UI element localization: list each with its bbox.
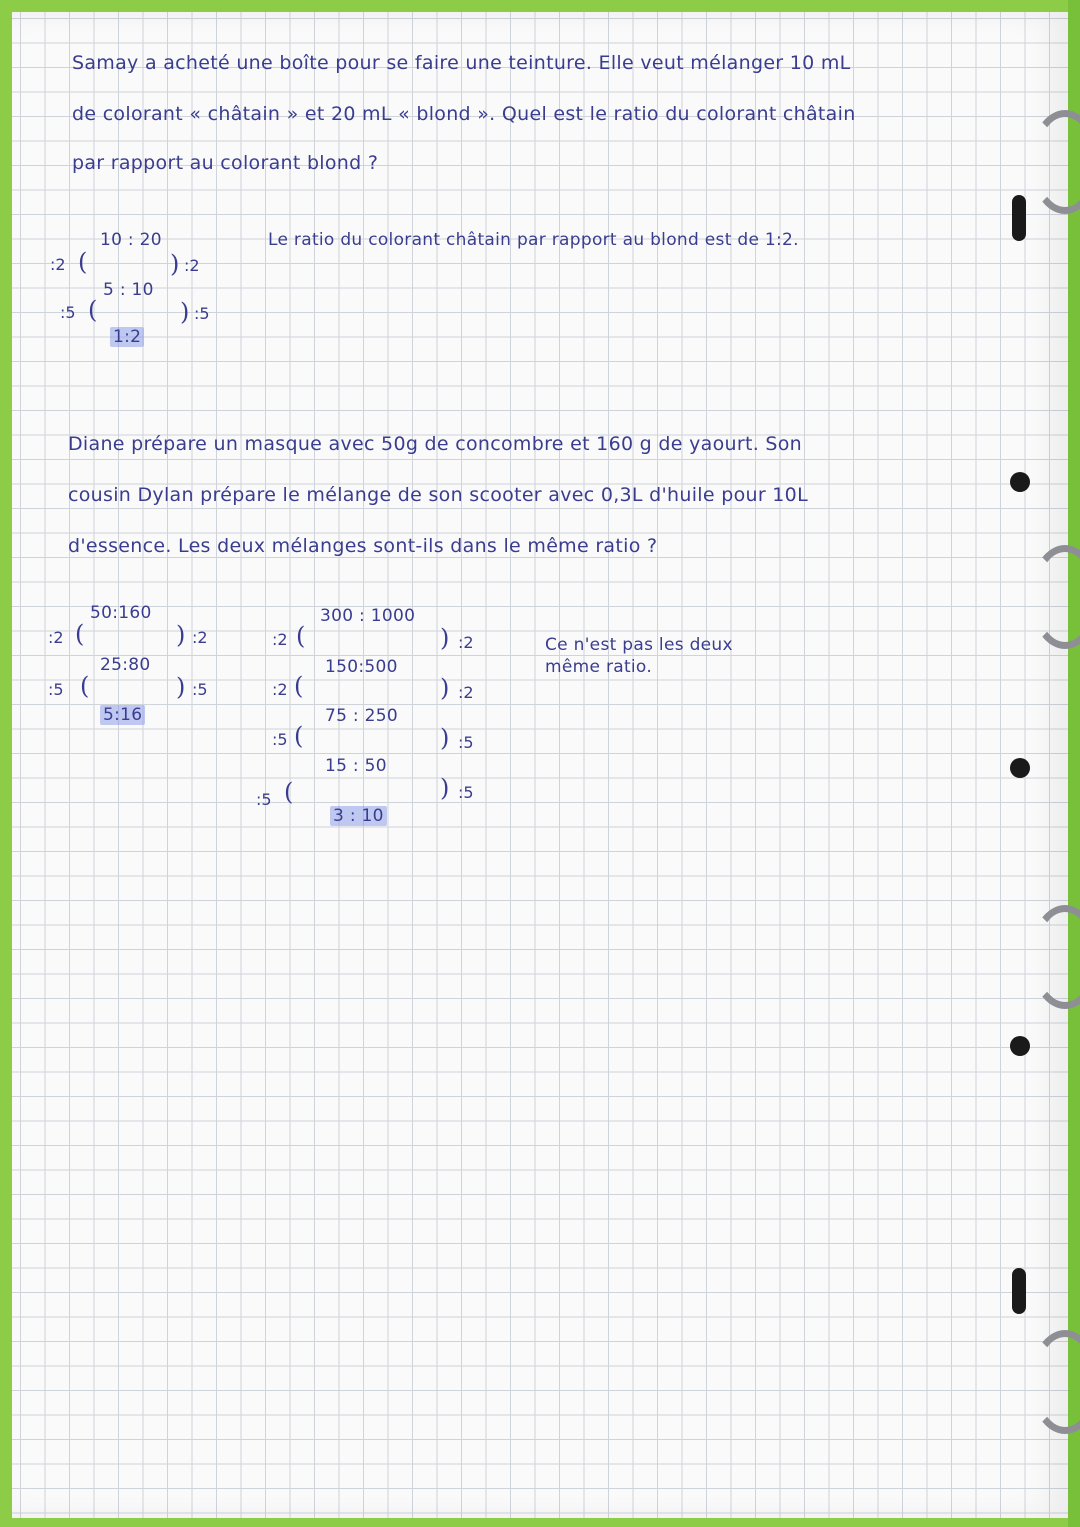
p2-conclusion-line2: même ratio. bbox=[545, 657, 653, 677]
p1-op-right-1: :2 bbox=[184, 256, 200, 275]
problem1-line1: Samay a acheté une boîte pour se faire une teinture. Elle veut mélanger 10 mL bbox=[72, 52, 851, 74]
binder-slot bbox=[1012, 1268, 1026, 1314]
brace: ( bbox=[294, 672, 304, 700]
binder-hole bbox=[1010, 472, 1030, 492]
p2-left-op-right-2: :5 bbox=[192, 680, 208, 699]
p2-right-op-right-1: :2 bbox=[458, 633, 474, 652]
brace: ( bbox=[296, 622, 306, 650]
problem2-line2: cousin Dylan prépare le mélange de son scooter avec 0,3L d'huile pour 10L bbox=[68, 484, 808, 506]
brace: ) bbox=[440, 774, 450, 802]
p1-step-result: 1:2 bbox=[110, 327, 144, 347]
brace: ( bbox=[75, 620, 85, 648]
p2-left-step-result: 5:16 bbox=[100, 705, 145, 725]
p2-right-op-left-1: :2 bbox=[272, 630, 288, 649]
problem1-line3: par rapport au colorant blond ? bbox=[72, 152, 379, 174]
brace: ) bbox=[176, 621, 186, 649]
p2-left-op-right-1: :2 bbox=[192, 628, 208, 647]
p2-right-op-right-4: :5 bbox=[458, 783, 474, 802]
p1-step-1: 10 : 20 bbox=[100, 230, 162, 250]
p2-right-step-3: 75 : 250 bbox=[325, 706, 399, 726]
p2-left-step-1: 50:160 bbox=[90, 603, 152, 623]
problem1-line2: de colorant « châtain » et 20 mL « blond ». Quel est le ratio du colorant châtain bbox=[72, 103, 856, 125]
p1-op-right-2: :5 bbox=[194, 304, 210, 323]
brace: ) bbox=[440, 674, 450, 702]
binder-slot bbox=[1012, 195, 1026, 241]
brace: ( bbox=[88, 296, 98, 324]
green-border bbox=[1068, 0, 1080, 1527]
p2-right-op-right-3: :5 bbox=[458, 733, 474, 752]
brace: ( bbox=[294, 722, 304, 750]
problem2-line3: d'essence. Les deux mélanges sont-ils dans le même ratio ? bbox=[68, 535, 658, 557]
p2-right-op-left-3: :5 bbox=[272, 730, 288, 749]
p2-right-op-left-4: :5 bbox=[256, 790, 272, 809]
p2-left-op-left-1: :2 bbox=[48, 628, 64, 647]
brace: ) bbox=[180, 298, 190, 326]
p2-right-step-4: 15 : 50 bbox=[325, 756, 387, 776]
p2-left-step-2: 25:80 bbox=[100, 655, 151, 675]
brace: ( bbox=[80, 672, 90, 700]
p1-op-left-2: :5 bbox=[60, 303, 76, 322]
brace: ( bbox=[284, 778, 294, 806]
binder-hole bbox=[1010, 758, 1030, 778]
p2-right-step-2: 150:500 bbox=[325, 657, 398, 677]
problem2-line1: Diane prépare un masque avec 50g de concombre et 160 g de yaourt. Son bbox=[68, 433, 802, 455]
brace: ) bbox=[440, 724, 450, 752]
p2-right-step-result: 3 : 10 bbox=[330, 806, 387, 826]
p2-conclusion-line1: Ce n'est pas les deux bbox=[545, 635, 733, 655]
brace: ) bbox=[170, 250, 180, 278]
p2-left-op-left-2: :5 bbox=[48, 680, 64, 699]
binder-hole bbox=[1010, 1036, 1030, 1056]
brace: ) bbox=[176, 673, 186, 701]
p2-right-op-left-2: :2 bbox=[272, 680, 288, 699]
p2-right-step-1: 300 : 1000 bbox=[320, 606, 416, 626]
brace: ) bbox=[440, 624, 450, 652]
p2-right-op-right-2: :2 bbox=[458, 683, 474, 702]
problem1-answer: Le ratio du colorant châtain par rapport au blond est de 1:2. bbox=[268, 230, 799, 250]
p1-step-2: 5 : 10 bbox=[103, 280, 154, 300]
p1-op-left-1: :2 bbox=[50, 255, 66, 274]
brace: ( bbox=[78, 248, 88, 276]
